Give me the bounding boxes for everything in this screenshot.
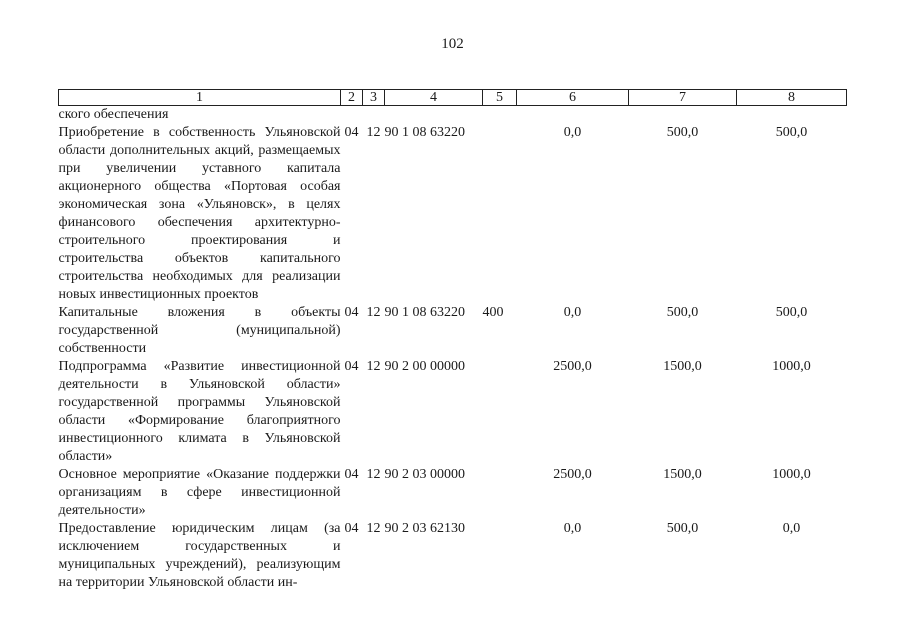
row-value-8: 500,0 [775,125,808,140]
row-expense-type [483,466,517,520]
row-value-8: 1000,0 [772,467,811,482]
row-subsection: 12 [366,467,381,482]
row-subsection: 12 [366,359,381,374]
row-expense-type: 400 [482,305,504,320]
row-value-7: 1500,0 [663,467,702,482]
row-subsection: 12 [366,305,381,320]
table-row [59,304,847,358]
continuation-row [59,106,847,125]
row-section: 04 [344,305,359,320]
row-target-code: 90 2 00 00000 [384,359,465,374]
col-header-3: 3 [363,90,385,106]
table-row [59,466,847,520]
row-value-6: 2500,0 [553,359,592,374]
row-target-code: 90 1 08 63220 [384,125,465,140]
row-expense-type [483,358,517,466]
col-header-5: 5 [483,90,517,106]
row-section: 04 [344,467,359,482]
row-description: Основное мероприятие «Оказание поддержки организациям в сфере инвестиционной деятельности» [58,467,341,518]
row-value-6: 0,0 [563,125,582,140]
table-row [59,124,847,304]
row-value-7: 500,0 [666,305,699,320]
row-value-8: 1000,0 [772,359,811,374]
row-section: 04 [344,521,359,536]
row-value-7: 1500,0 [663,359,702,374]
col-header-1: 1 [59,90,341,106]
col-header-8: 8 [737,90,847,106]
budget-table [58,89,847,592]
page-number: 102 [441,36,464,52]
row-value-6: 2500,0 [553,467,592,482]
row-section: 04 [344,359,359,374]
continuation-text: ского обеспечения [58,107,169,122]
row-value-7: 500,0 [666,125,699,140]
row-target-code: 90 2 03 62130 [384,521,465,536]
row-target-code: 90 1 08 63220 [384,305,465,320]
row-value-8: 500,0 [775,305,808,320]
row-value-7: 500,0 [666,521,699,536]
row-target-code: 90 2 03 00000 [384,467,465,482]
row-expense-type [483,124,517,304]
col-header-2: 2 [341,90,363,106]
row-expense-type [483,520,517,592]
table-row [59,520,847,592]
row-subsection: 12 [366,125,381,140]
row-subsection: 12 [366,521,381,536]
row-description: Предоставление юридическим лицам (за исключением государственных и муниципальных учреждений), реализующим на территории Ульяновской области ин- [58,521,341,590]
row-value-6: 0,0 [563,305,582,320]
table-row [59,358,847,466]
row-section: 04 [344,125,359,140]
col-header-7: 7 [629,90,737,106]
row-description: Капитальные вложения в объекты государственной (муниципальной) собственности [58,305,341,356]
row-value-8: 0,0 [782,521,801,536]
row-value-6: 0,0 [563,521,582,536]
header-row [59,90,847,106]
col-header-6: 6 [517,90,629,106]
col-header-4: 4 [385,90,483,106]
row-description: Приобретение в собственность Ульяновской области дополнительных акций, размещаемых при увеличении уставного капитала акционерного общества «Портовая особая экономическая зона «Ульяновск», в целях финансового обеспечения архитектурно-строительного проектирования и строительства объектов капитального строительства необходимых для реализации новых инвестиционных проектов [58,125,341,302]
row-description: Подпрограмма «Развитие инвестиционной деятельности в Ульяновской области» государственной программы Ульяновской области «Формирование благоприятного инвестиционного климата в Ульяновской области» [58,359,341,464]
